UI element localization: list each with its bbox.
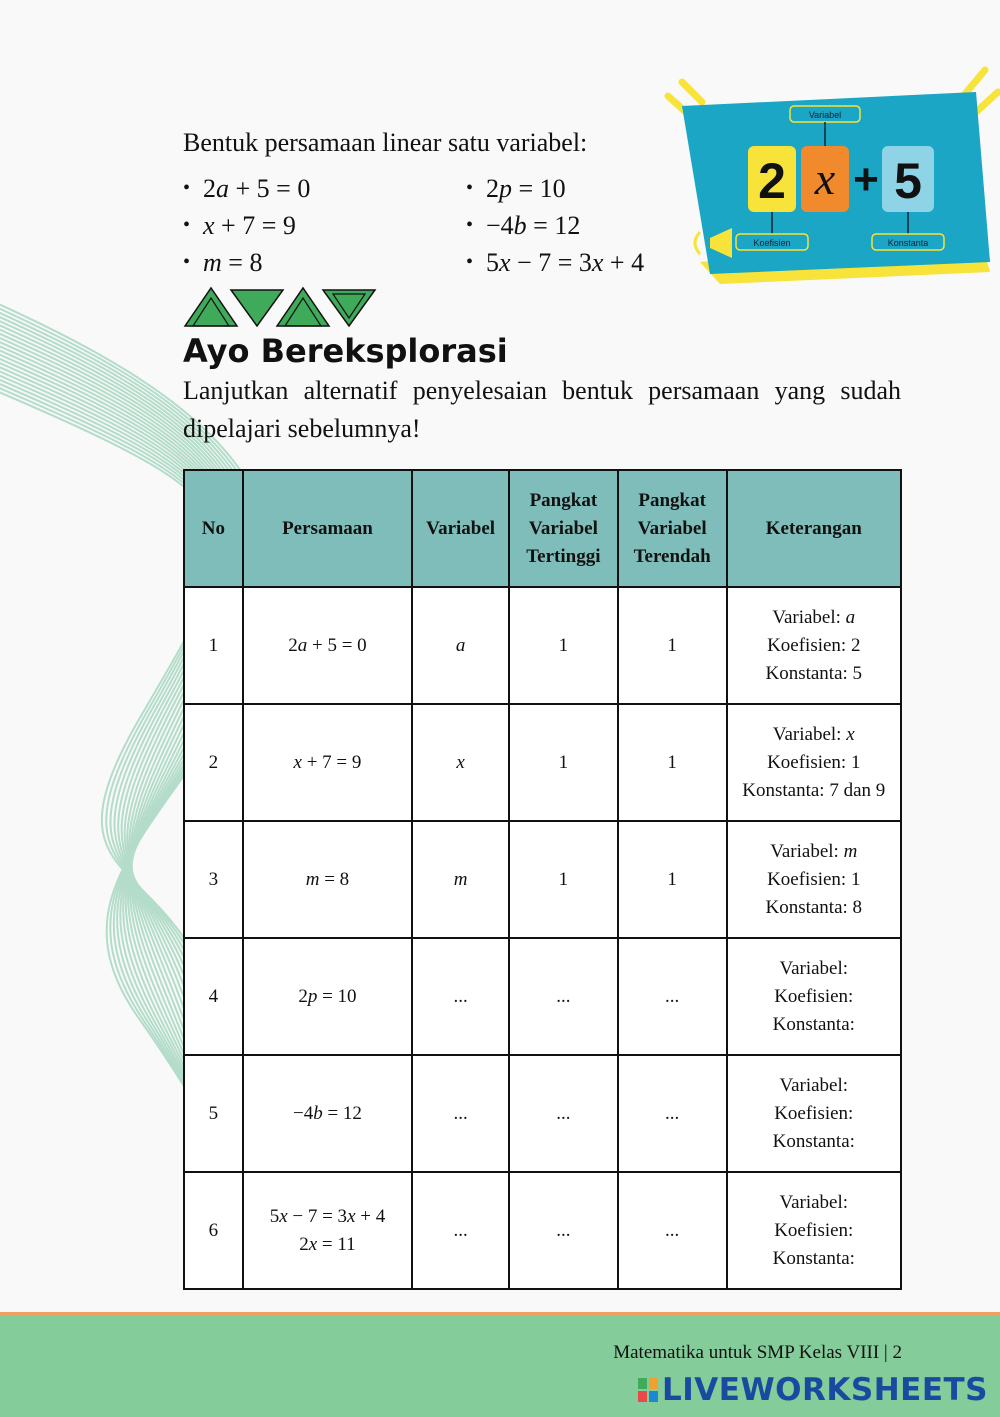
coef-glyph: 2 (758, 153, 786, 209)
liveworksheets-logo-icon (638, 1378, 658, 1402)
section-title: Ayo Bereksplorasi (183, 332, 508, 370)
equation-item: • −4b = 12 (466, 207, 644, 244)
cell-no: 5 (184, 1055, 243, 1172)
cell-no: 3 (184, 821, 243, 938)
cell-no: 6 (184, 1172, 243, 1289)
cell-pangkat-terendah[interactable]: ... (618, 938, 727, 1055)
cell-keterangan[interactable]: Variabel: Koefisien: Konstanta: (727, 1172, 901, 1289)
cell-no: 1 (184, 587, 243, 704)
equation-illustration (660, 62, 1000, 294)
decorative-triangles (183, 286, 378, 330)
cell-pangkat-terendah: 1 (618, 821, 727, 938)
equation-item: • m = 8 (183, 244, 310, 281)
cell-persamaan: m = 8 (243, 821, 412, 938)
brand-text: LIVEWORKSHEETS (662, 1372, 988, 1408)
table-row (184, 821, 901, 938)
cell-variabel: a (412, 587, 509, 704)
equation-item: • 2a + 5 = 0 (183, 170, 310, 207)
cell-pangkat-tertinggi[interactable]: ... (509, 938, 618, 1055)
cell-no: 2 (184, 704, 243, 821)
equation-table (183, 469, 902, 1290)
th-pangkat-tertinggi: Pangkat Variabel Tertinggi (509, 470, 618, 587)
cell-pangkat-terendah[interactable]: ... (618, 1172, 727, 1289)
cell-pangkat-tertinggi: 1 (509, 821, 618, 938)
cell-variabel[interactable]: ... (412, 1055, 509, 1172)
equation-item: • x + 7 = 9 (183, 207, 310, 244)
cell-pangkat-terendah: 1 (618, 587, 727, 704)
var-glyph: x (814, 153, 836, 204)
liveworksheets-brand[interactable] (638, 1372, 988, 1408)
table-row (184, 1172, 901, 1289)
label-konstanta: Konstanta (887, 238, 929, 248)
equation-list-right (466, 170, 644, 281)
section-description: Lanjutkan alternatif penyelesaian bentuk persamaan yang sudah dipelajari sebelumnya! (183, 376, 901, 443)
table-row (184, 587, 901, 704)
table-row (184, 938, 901, 1055)
cell-keterangan: Variabel: a Koefisien: 2 Konstanta: 5 (727, 587, 901, 704)
cell-variabel: m (412, 821, 509, 938)
cell-pangkat-tertinggi[interactable]: ... (509, 1055, 618, 1172)
cell-keterangan[interactable]: Variabel: Koefisien: Konstanta: (727, 1055, 901, 1172)
th-pangkat-terendah: Pangkat Variabel Terendah (618, 470, 727, 587)
cell-persamaan: 5x − 7 = 3x + 4 2x = 11 (243, 1172, 412, 1289)
cell-persamaan: 2p = 10 (243, 938, 412, 1055)
page-label: Matematika untuk SMP Kelas VIII | 2 (613, 1342, 902, 1363)
plus-glyph: + (853, 155, 879, 204)
equation-list-left (183, 170, 310, 281)
cell-variabel: x (412, 704, 509, 821)
cell-persamaan: −4b = 12 (243, 1055, 412, 1172)
equation-item: • 2p = 10 (466, 170, 644, 207)
cell-variabel[interactable]: ... (412, 1172, 509, 1289)
cell-variabel[interactable]: ... (412, 938, 509, 1055)
cell-persamaan: 2a + 5 = 0 (243, 587, 412, 704)
cell-keterangan: Variabel: x Koefisien: 1 Konstanta: 7 dan 9 (727, 704, 901, 821)
cell-keterangan[interactable]: Variabel: Koefisien: Konstanta: (727, 938, 901, 1055)
const-glyph: 5 (894, 153, 922, 209)
th-persamaan: Persamaan (243, 470, 412, 587)
equation-item: • 5x − 7 = 3x + 4 (466, 244, 644, 281)
table-row (184, 1055, 901, 1172)
cell-keterangan: Variabel: m Koefisien: 1 Konstanta: 8 (727, 821, 901, 938)
label-variabel: Variabel (808, 110, 842, 120)
intro-title: Bentuk persamaan linear satu variabel: (183, 128, 588, 157)
label-koefisien: Koefisien (753, 238, 791, 248)
cell-pangkat-tertinggi[interactable]: ... (509, 1172, 618, 1289)
cell-no: 4 (184, 938, 243, 1055)
th-keterangan: Keterangan (727, 470, 901, 587)
cell-persamaan: x + 7 = 9 (243, 704, 412, 821)
cell-pangkat-terendah[interactable]: ... (618, 1055, 727, 1172)
table-header-row (184, 470, 901, 587)
th-no: No (184, 470, 243, 587)
cell-pangkat-terendah: 1 (618, 704, 727, 821)
cell-pangkat-tertinggi: 1 (509, 587, 618, 704)
th-variabel: Variabel (412, 470, 509, 587)
cell-pangkat-tertinggi: 1 (509, 704, 618, 821)
table-row (184, 704, 901, 821)
